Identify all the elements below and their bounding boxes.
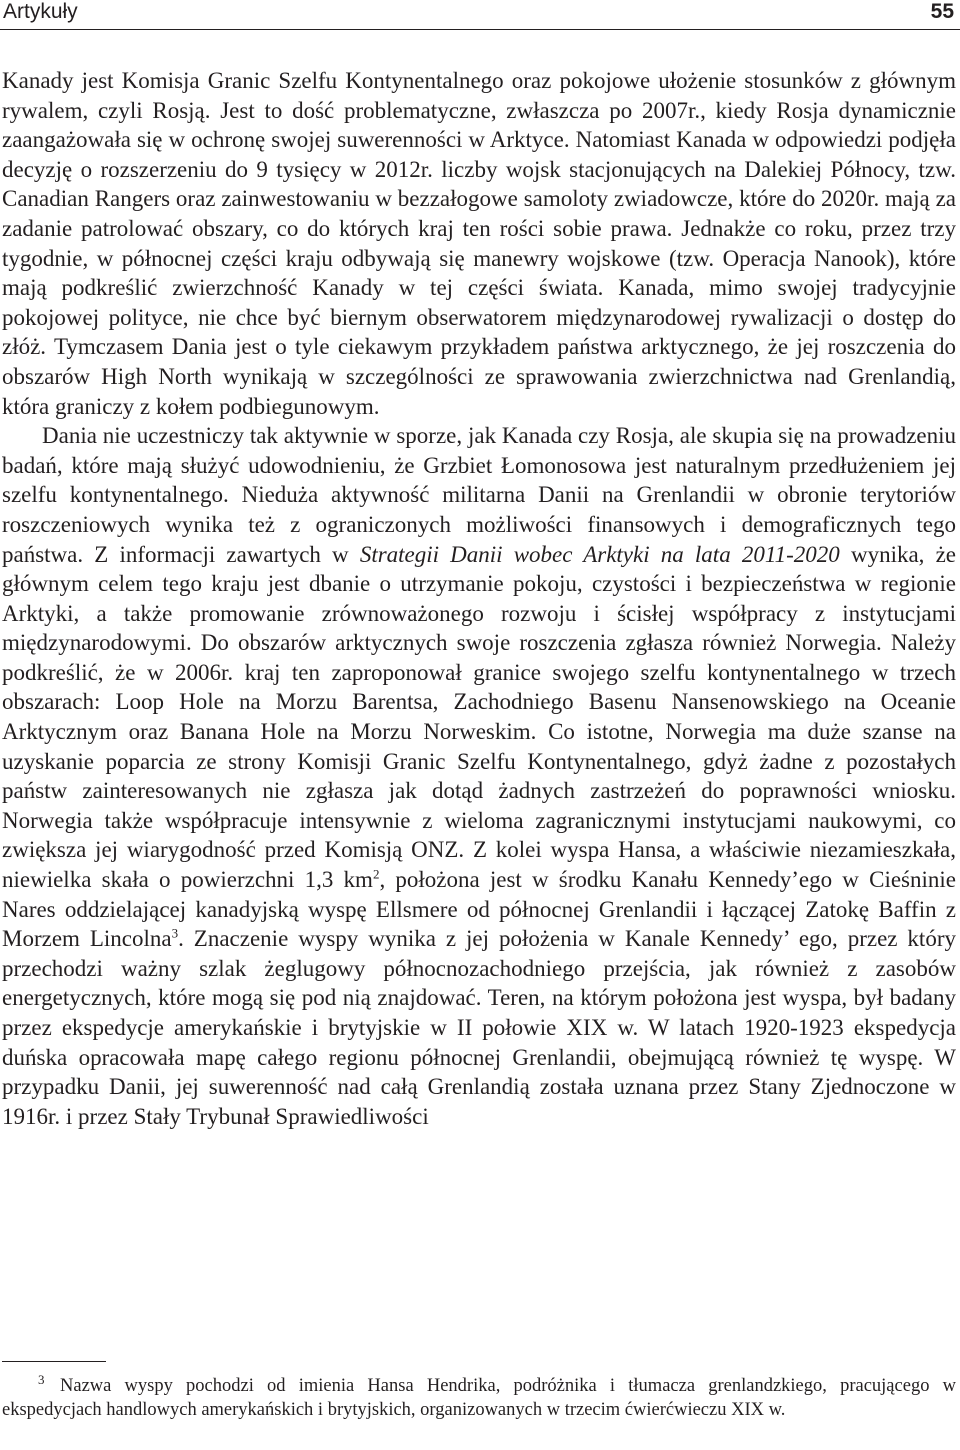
paragraph-2-text-d: . Znaczenie wyspy wynika z jej położenia w Kanale Kennedy’ ego, przez który przechodzi ważny szlak żeglugowy północnozachodniego przejścia, jak również z zasobów energetycznych, które mogą się pod nią znajdować. Teren, na którym położona jest wyspa, był badany przez ekspedycje amerykańskie i brytyjskie w II połowie XIX w. W latach 1920-1923 ekspedycja duńska opracowała mapę całego regionu północnej Grenlandii, obejmującą również tę wyspę. W przypadku Danii, jej suwerenność nad całą Grenlandią została uznana przez Stany Zjednoczone w 1916r. i przez Stały Trybunał Sprawiedliwości: [2, 926, 956, 1129]
footnote-text: Nazwa wyspy pochodzi od imienia Hansa Hendrika, podróżnika i tłumacza grenlandzkiego, pracującego w ekspedycjach handlowych amerykańskich i brytyjskich, organizowanych w trzecim ćwierćwieczu XIX w.: [2, 1376, 956, 1420]
footnote-rule: [2, 1361, 106, 1362]
section-title: Artykuły: [3, 0, 78, 23]
header-rule: [0, 29, 960, 30]
paragraph-1-text: Kanady jest Komisja Granic Szelfu Kontynentalnego oraz pokojowe ułożenie stosunków z głównym rywalem, czyli Rosją. Jest to dość problematyczne, zwłaszcza po 2007r., kiedy Rosja dynamicznie zaangażowała się w ochronę swojej suwerenności w Arktyce. Natomiast Kanada w odpowiedzi podjęła decyzję o rozszerzeniu do 9 tysięcy w 2012r. liczby wojsk stacjonujących na Dalekiej Północy, tzw. Canadian Rangers oraz zainwestowaniu w bezzałogowe samoloty zwiadowcze, które do 2020r. mają za zadanie patrolować obszary, co do których kraj ten rości sobie prawa. Jednakże co roku, przez trzy tygodnie, w północnej części kraju odbywają się manewry wojskowe (tzw. Operacja Nanook), które mają podkreślić zwierzchność Kanady w tej części świata. Kanada, mimo swojej tradycyjnie pokojowej polityce, nie chce być biernym obserwatorem międzynarodowej rywalizacji o dostęp do złóż. Tymczasem Dania jest o tyle ciekawym przykładem państwa arktycznego, że jej roszczenia do obszarów High North wynikają w szczególności ze sprawowania zwierzchnictwa nad Grenlandią, która graniczy z kołem podbiegunowym.: [2, 68, 956, 419]
paragraph-2-text-a: Dania nie uczestniczy tak aktywnie w sporze, jak Kanada czy Rosja, ale skupia się na prowadzeniu badań, które mają służyć udowodnieniu, że Grzbiet Łomonosowa jest naturalnym przedłużeniem jej szelfu kontynentalnego. Nieduża aktywność militarna Danii na Grenlandii w obronie terytoriów roszczeniowych wynika też z ograniczonych możliwości finansowych i demograficznych tego państwa. Z informacji zawartych w: [2, 423, 956, 567]
area-superscript: 2: [372, 866, 380, 882]
paragraph-2: [2, 421, 956, 1131]
paragraph-1: [2, 66, 956, 421]
page-number: 55: [930, 0, 954, 23]
paragraph-2-text-b: wynika, że głównym celem tego kraju jest dbanie o utrzymanie pokoju, czystości i bezpieczeństwa w regionie Arktyki, a także promowanie zrównoważonego rozwoju i ścisłej współpracy z instytucjami międzynarodowymi. Do obszarów arktycznych swoje roszczenia zgłasza również Norwegia. Należy podkreślić, że w 2006r. kraj ten zaproponował granice swojego szelfu kontynentalnego w trzech obszarach: Loop Hole na Morzu Barentsa, Zachodniego Basenu Nansenowskiego na Oceanie Arktycznym oraz Banana Hole na Morzu Norweskim. Co istotne, Norwegia ma duże szanse na uzyskanie poparcia ze strony Komisji Granic Szelfu Kontynentalnego, gdyż żadne z pozostałych państw zainteresowanych nie zgłasza jak dotąd żadnych zastrzeżeń do poprawności wniosku. Norwegia także współpracuje intensywnie z wieloma zagranicznymi instytucjami naukowymi, co zwiększa jej wiarygodność przed Komisją ONZ. Z kolei wyspa Hansa, a właściwie niezamieszkała, niewielka skała o powierzchni 1,3 km: [2, 541, 956, 893]
article-body: [2, 66, 956, 1131]
strategy-title: Strategii Danii wobec Arktyki na lata 2011-2020: [359, 541, 840, 567]
page-header: [0, 0, 960, 30]
footnote-ref: 3: [171, 925, 179, 941]
paragraph-2-text-c: , położona jest w środku Kanału Kennedy’ego w Cieśninie Nares oddzielającej kanadyjską wyspę Ellsmere od północnej Grenlandii i łączącej Zatokę Baffin z Morzem Lincolna: [2, 867, 956, 952]
footnote: 3 Nazwa wyspy pochodzi od imienia Hansa Hendrika, podróżnika i tłumacza grenlandzkiego, pracującego w ekspedycjach handlowych amerykańskich i brytyjskich, organizowanych w trzecim ćwierćwieczu XIX w.: [2, 1371, 956, 1420]
